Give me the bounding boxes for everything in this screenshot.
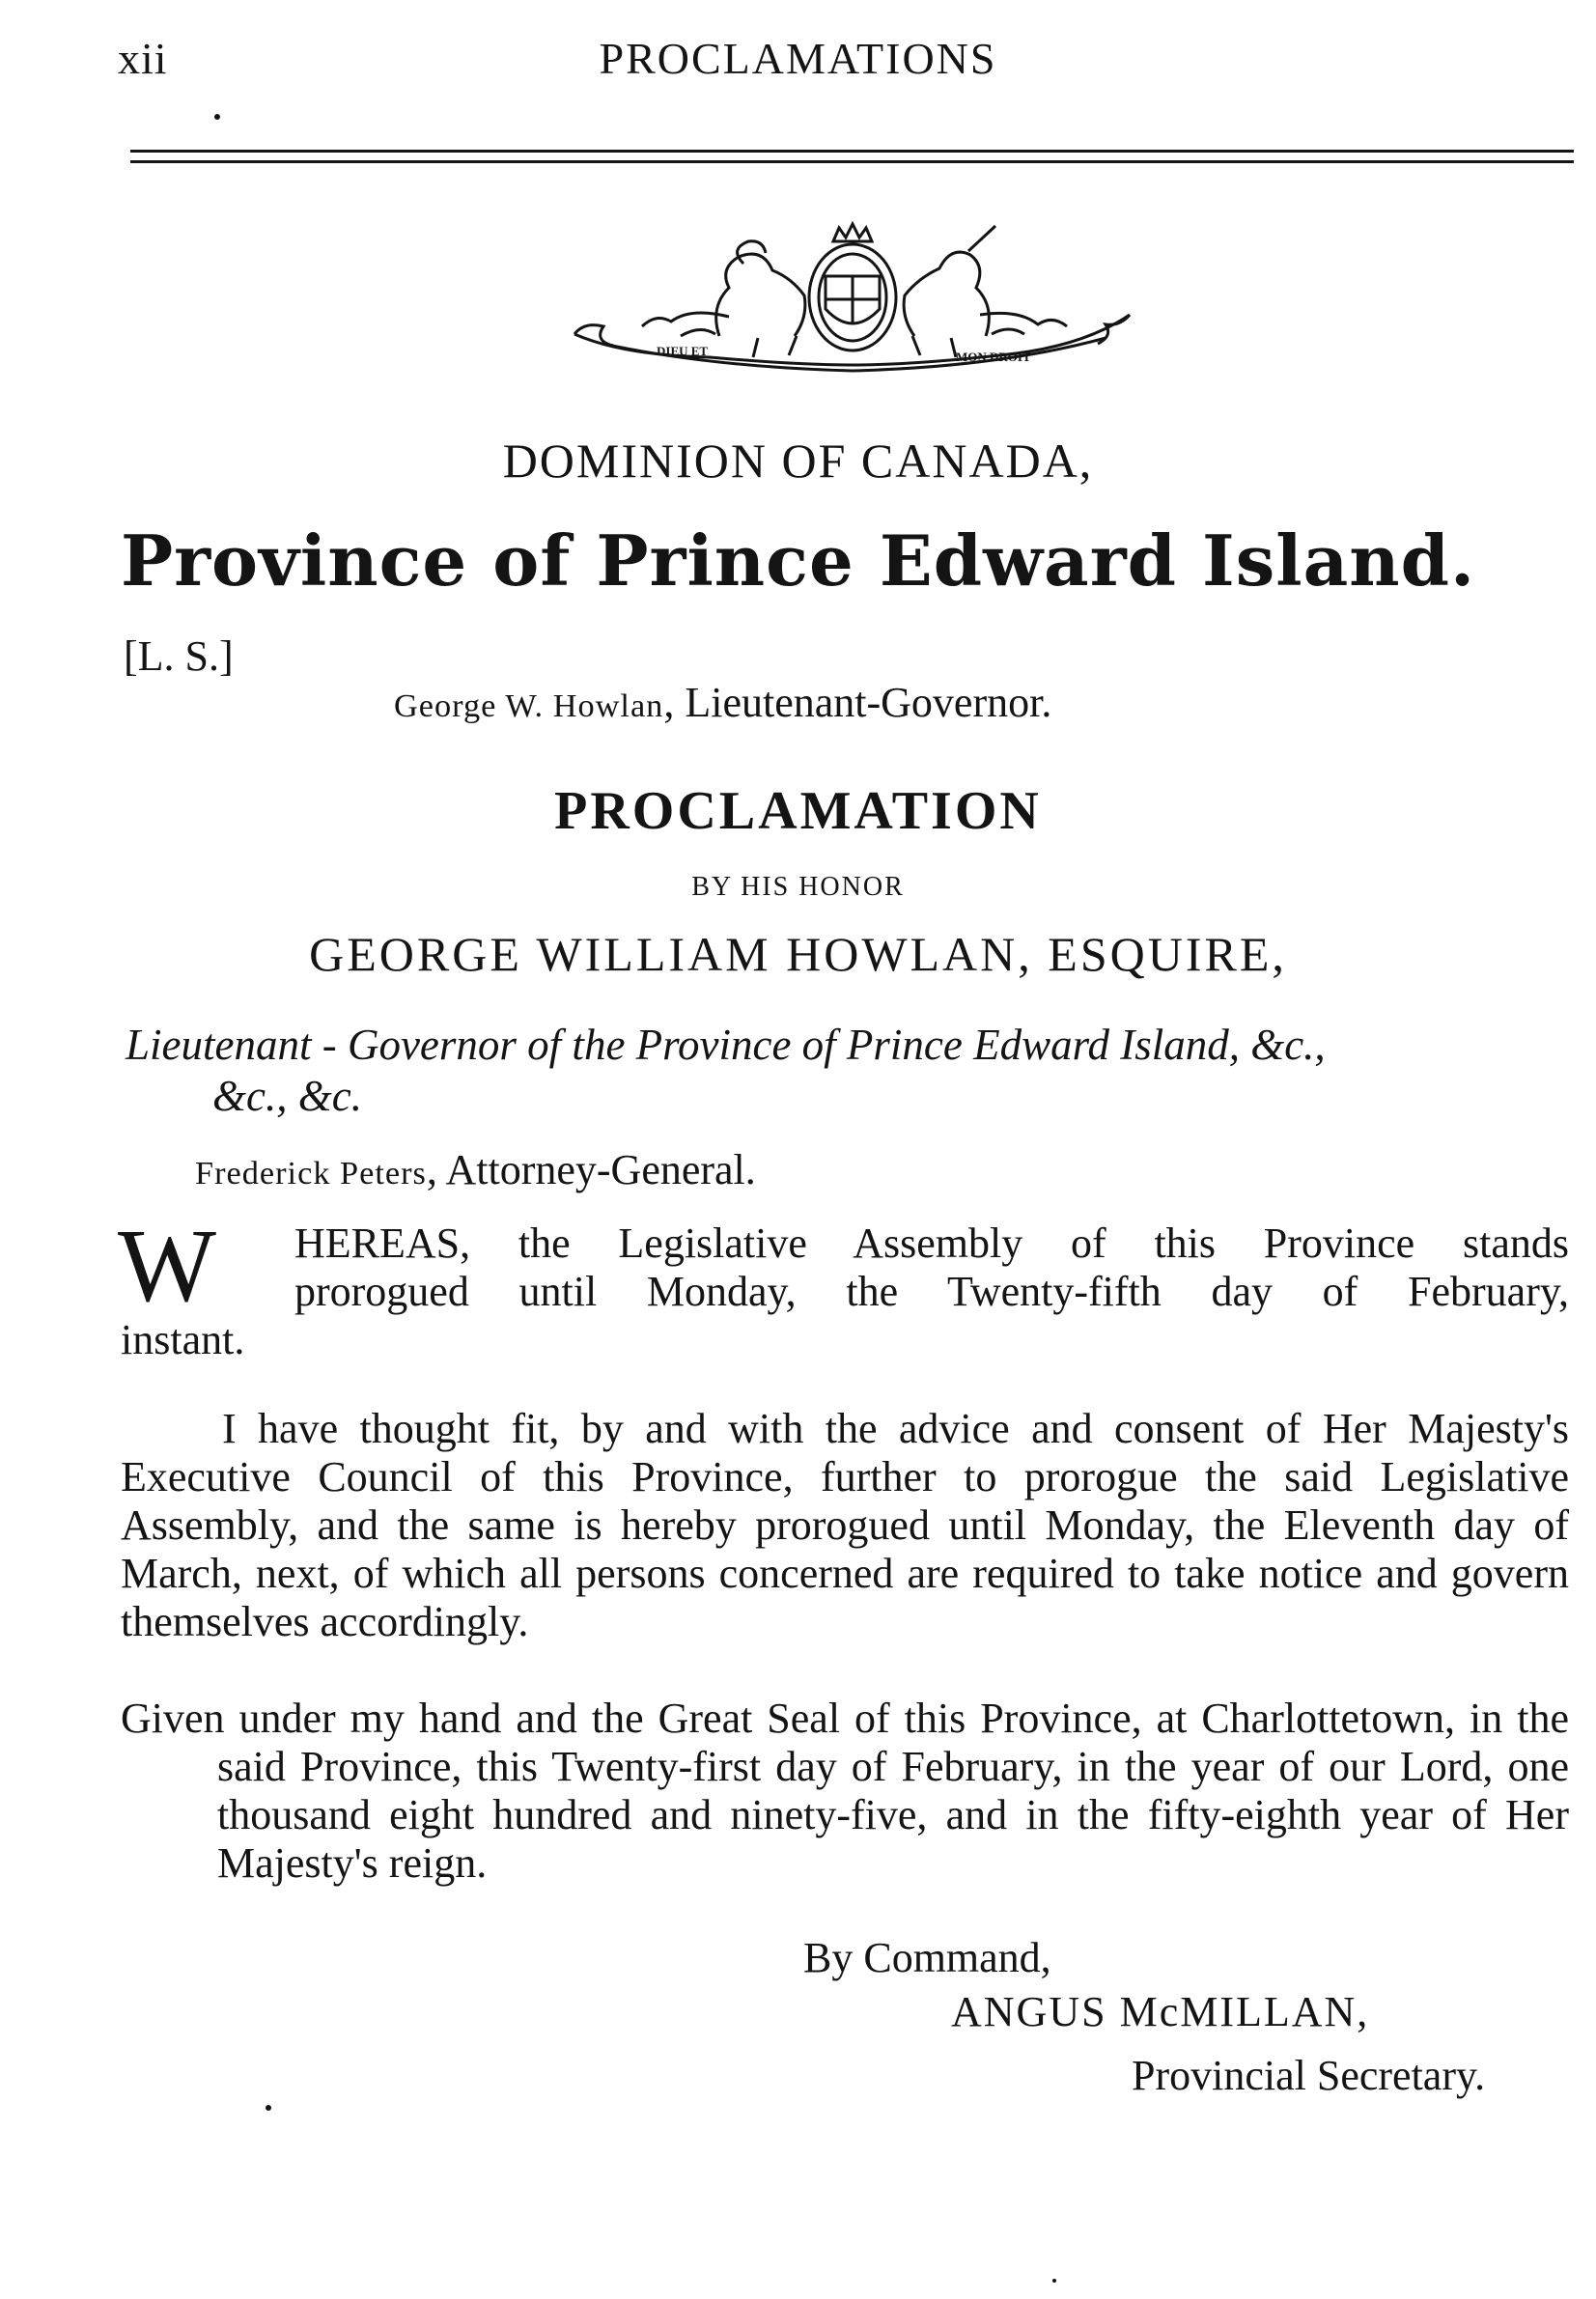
- page-folio: xii: [118, 34, 168, 83]
- province-heading: Province of Prince Edward Island.: [120, 519, 1476, 602]
- speck: [266, 2105, 271, 2111]
- signer-title: Provincial Secretary.: [1132, 2052, 1486, 2099]
- attorney-suffix: , Attorney-General.: [426, 1146, 756, 1193]
- speck: [1052, 2279, 1056, 2283]
- motto-left-text: DIEU ET: [657, 344, 709, 358]
- by-command: By Command,: [803, 1934, 1051, 1981]
- attorney-name: Frederick Peters: [195, 1155, 427, 1192]
- whereas-line-2: prorogued until Monday, the Twenty-fifth day of February,: [294, 1268, 1569, 1315]
- whereas-line-3: instant.: [121, 1316, 245, 1363]
- paragraph-text: I have thought fit, by and with the advice and consent of Her Majesty's Executive Council of this Province, further to prorogue the said Legislative Assembly, and the same is hereby prorogued until Monday, the Eleventh day of March, next, of which all persons concerned are required to take notice and govern themselves accordingly.: [121, 1405, 1569, 1645]
- given-under-paragraph: Given under my hand and the Great Seal of this Province, at Charlottetown, in the said Province, this Twenty-first day of February, in the year of our Lord, one thousand eight hundred and ninety-five, and in the fifty-eighth year of Her Majesty's reign.: [121, 1695, 1569, 1887]
- speck: [214, 114, 220, 120]
- running-title: PROCLAMATIONS: [599, 34, 997, 83]
- governor-title-line-1: Lieutenant - Governor of the Province of Prince Edward Island, &c.,: [126, 1021, 1326, 1069]
- motto-right-text: MON DROIT: [956, 350, 1031, 364]
- seal-mark: [L. S.]: [124, 632, 234, 680]
- governor-suffix: , Lieutenant-Governor.: [663, 679, 1052, 726]
- attorney-line: [195, 1146, 756, 1193]
- governor-line: [394, 679, 1052, 726]
- proclamation-title: PROCLAMATION: [554, 781, 1042, 841]
- header-rule-bottom: [130, 160, 1574, 163]
- header-rule-top: [130, 150, 1574, 153]
- royal-coat-of-arms-icon: [565, 220, 1139, 375]
- body-paragraph-prorogue: [121, 1405, 1569, 1646]
- dominion-heading: DOMINION OF CANADA,: [502, 434, 1094, 488]
- by-his-honor: BY HIS HONOR: [691, 872, 905, 902]
- governor-full-name: GEORGE WILLIAM HOWLAN, ESQUIRE,: [309, 927, 1287, 981]
- signer-name: ANGUS McMILLAN,: [951, 1988, 1370, 2035]
- drop-cap: W: [118, 1209, 216, 1324]
- whereas-line-1: HEREAS, the Legislative Assembly of this Province stands: [294, 1220, 1569, 1267]
- governor-name: George W. Howlan: [394, 687, 664, 724]
- governor-title-line-2: &c., &c.: [212, 1072, 362, 1120]
